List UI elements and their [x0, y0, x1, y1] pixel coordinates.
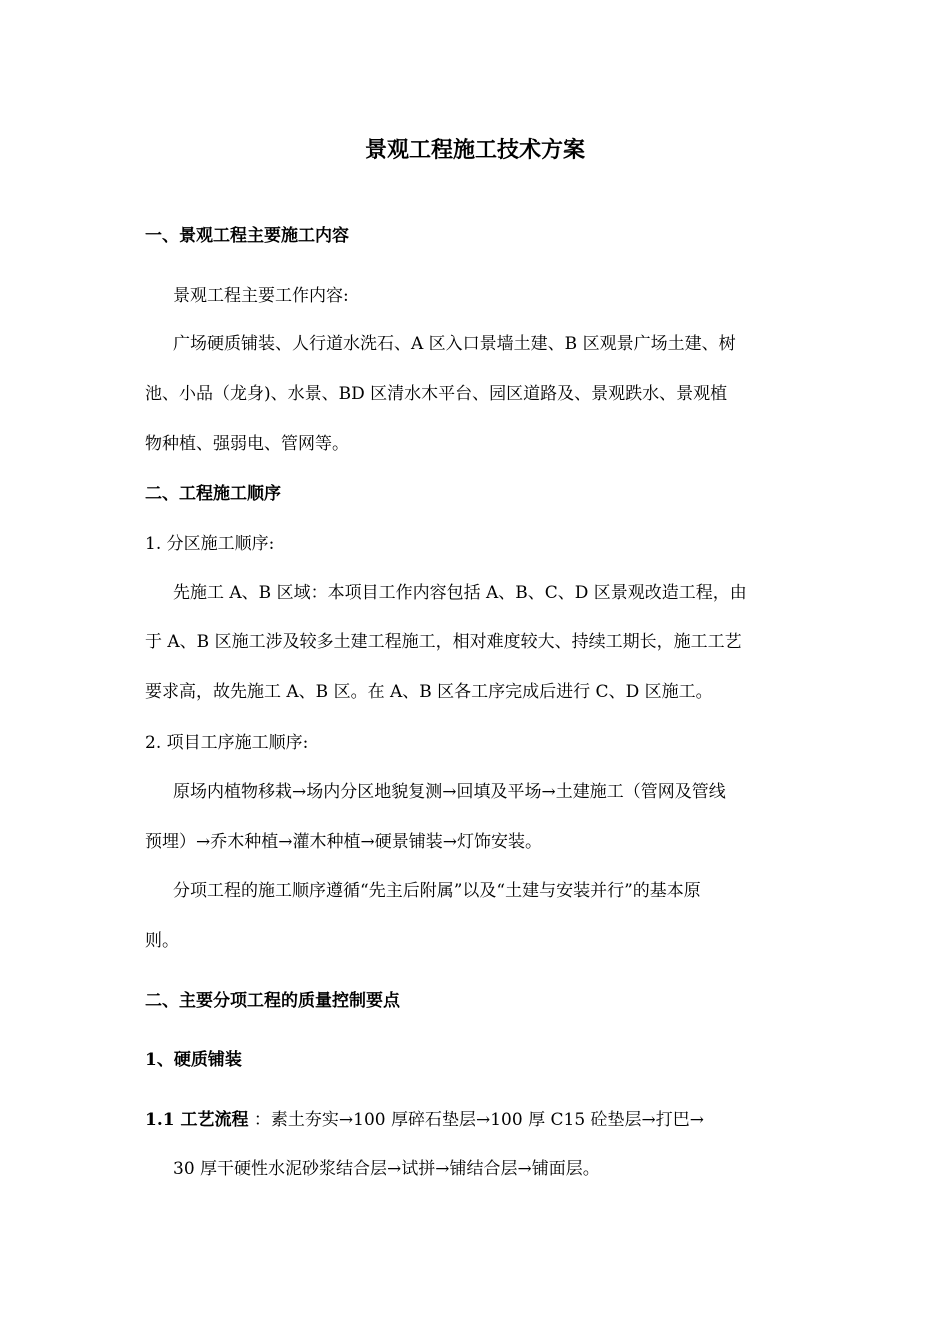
list-item: 2. 项目工序施工顺序: — [145, 733, 309, 753]
paragraph-line: 物种植、强弱电、管网等。 — [145, 434, 349, 454]
paragraph-line: 广场硬质铺装、人行道水洗石、A 区入口景墙土建、B 区观景广场土建、树 — [173, 334, 736, 354]
paragraph-line: 先施工 A、B 区域：本项目工作内容包括 A、B、C、D 区景观改造工程，由 — [173, 583, 747, 603]
process-flow-label: 1.1 工艺流程 — [145, 1110, 249, 1130]
paragraph-line: 于 A、B 区施工涉及较多土建工程施工，相对难度较大、持续工期长，施工工艺 — [145, 632, 742, 652]
document-title: 景观工程施工技术方案 — [364, 137, 585, 163]
section-heading-main-content: 一、景观工程主要施工内容 — [145, 226, 349, 246]
paragraph-line: 原场内植物移栽→场内分区地貌复测→回填及平场→土建施工（管网及管线 — [173, 782, 726, 802]
paragraph-line: 要求高，故先施工 A、B 区。在 A、B 区各工序完成后进行 C、D 区施工。 — [145, 682, 713, 702]
process-flow-line — [145, 1108, 815, 1132]
section-heading-construction-order: 二、工程施工顺序 — [145, 484, 281, 504]
subsection-heading-hard-paving: 1、硬质铺装 — [145, 1050, 242, 1070]
paragraph-line: 30 厚干硬性水泥砂浆结合层→试拼→铺结合层→铺面层。 — [173, 1159, 600, 1179]
paragraph-line: 池、小品（龙身)、水景、BD 区清水木平台、园区道路及、景观跌水、景观植 — [145, 384, 728, 404]
process-flow-text: ：素土夯实→100 厚碎石垫层→100 厚 C15 砼垫层→打巴→ — [248, 1110, 705, 1130]
list-item: 1. 分区施工顺序: — [145, 534, 275, 554]
section-heading-quality-control: 二、主要分项工程的质量控制要点 — [145, 991, 400, 1011]
paragraph-line: 则。 — [145, 931, 179, 951]
paragraph-line: 景观工程主要工作内容: — [173, 286, 349, 306]
paragraph-line: 分项工程的施工顺序遵循“先主后附属”以及“土建与安装并行”的基本原 — [173, 881, 701, 901]
paragraph-line: 预埋）→乔木种植→灌木种植→硬景铺装→灯饰安装。 — [145, 832, 542, 852]
